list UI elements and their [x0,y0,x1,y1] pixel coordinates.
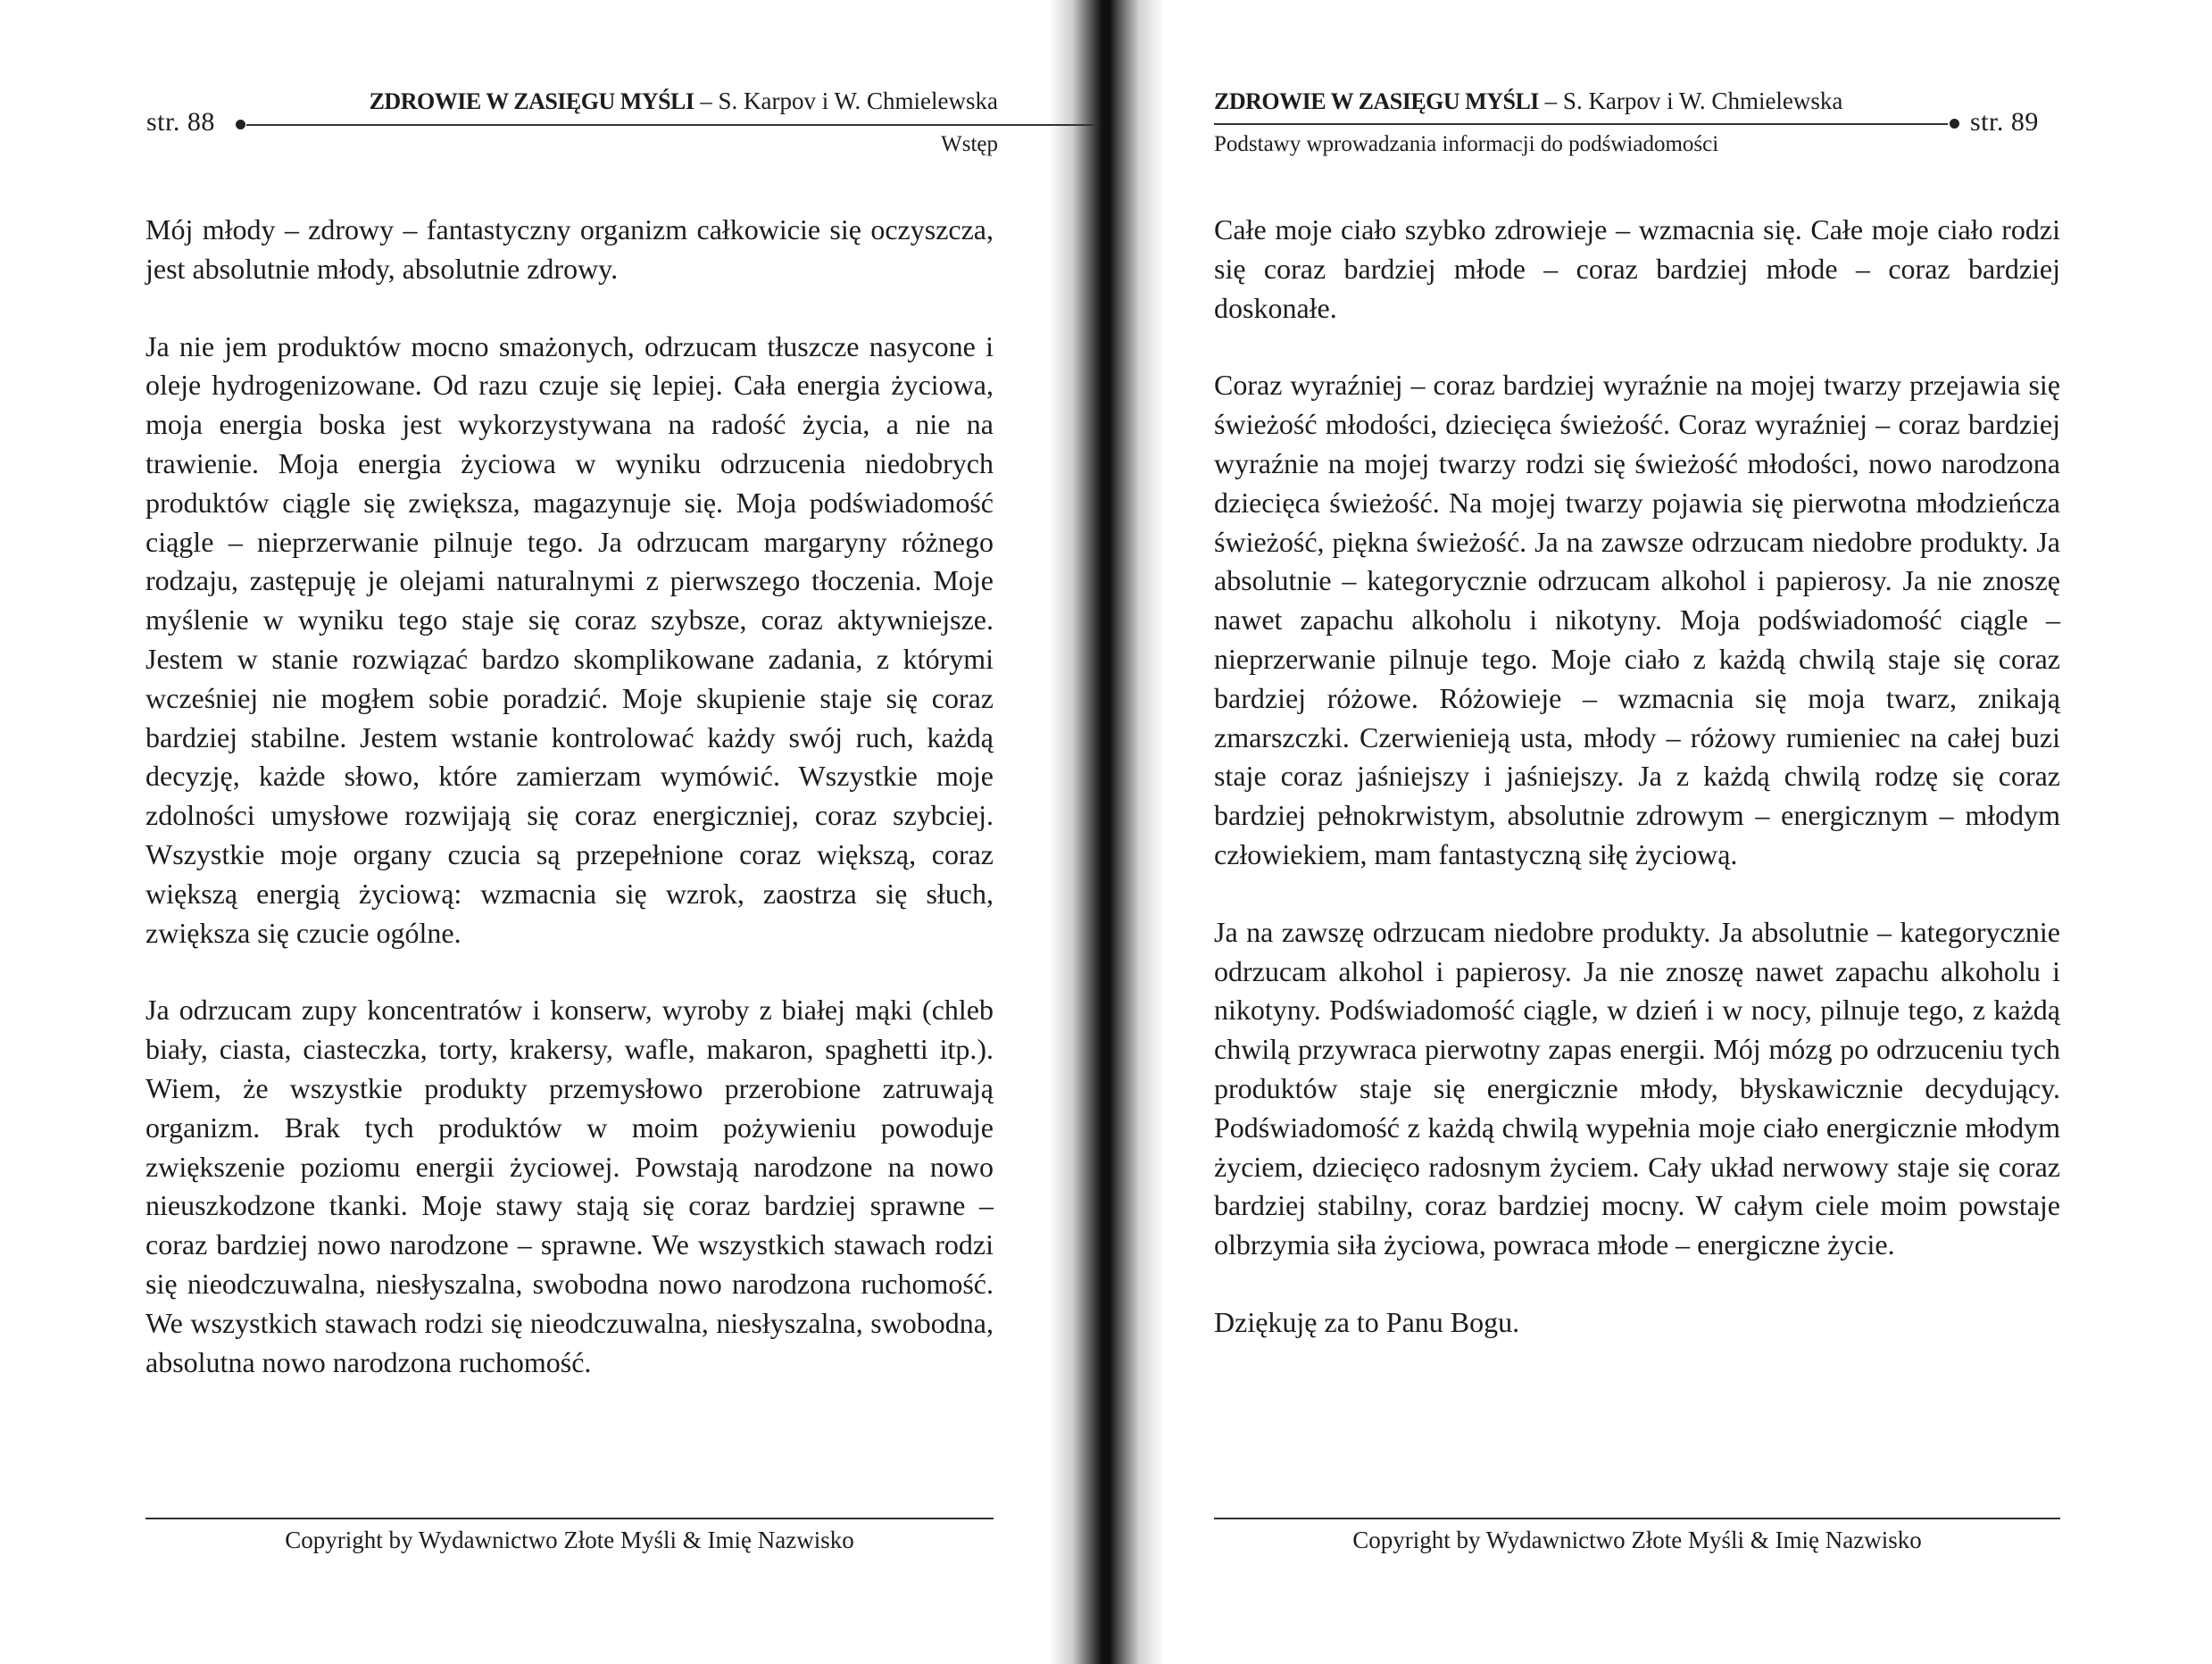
left-footer-copyright: Copyright by Wydawnictwo Złote Myśli & Imię Nazwisko [285,1527,854,1553]
left-running-header [105,87,998,168]
paragraph: Dziękuję za to Panu Bogu. [1214,1305,1520,1338]
right-book-title [1214,87,1842,115]
footer-rule [1214,1518,2060,1519]
header-rule [246,124,1099,126]
paragraph: Coraz wyraźniej – coraz bardziej wyraźnie na mojej twarzy przejawia się świeżość młodości, dziecięca świeżość. Coraz wyraźniej – coraz bardziej wyraźnie na mojej twarzy rodzi się świeżość młodości, nowo narodzona dziecięca świeżość. Na mojej twarzy pojawia się pierwotna młodzieńcza świeżość, piękna świeżość. Ja na zawsze odrzucam niedobre produkty. Ja absolutnie – kategorycznie odrzucam alkohol i papierosy. Ja nie znoszę nawet zapachu alkoholu i nikotyny. Moja podświadomość ciągle – nieprzerwanie pilnuje tego. Moje ciało z każdą chwilą staje się coraz bardziej różowe. Różowieje – wzmacnia się moja twarz, znikają zmarszczki. Czerwienieją usta, młody – różowy rumieniec na całej buzi staje coraz jaśniejszy i jaśniejszy. Ja z każdą chwilą rodzę się coraz bardziej pełnokrwistym, absolutnie zdrowym – energicznym – młodym człowiekiem, mam fantastyczną siłę życiową. [1214,369,2060,870]
right-book-authors: – S. Karpov i W. Chmielewska [1538,87,1843,114]
paragraph: Ja na zawszę odrzucam niedobre produkty. Ja absolutnie – kategorycznie odrzucam alkohol i papierosy. Ja nie znoszę nawet zapachu alkoholu i nikotyny. Podświadomość ciągle, w dzień i w nocy, pilnuje tego, z każdą chwilą przywraca pierwotny zapas energii. Mój mózg po odrzuceniu tych produktów staje się energicznie młody, błyskawicznie decydujący. Podświadomość z każdą chwilą wypełnia moje ciało energicznie młodym życiem, dziecięco radosnym życiem. Cały układ nerwowy staje się coraz bardziej stabilny, coraz bardziej mocny. W całym ciele moim powstaje olbrzymia siła życiowa, powraca młode – energiczne życie. [1214,915,2060,1261]
header-bullet-icon [236,120,245,129]
paragraph: Ja nie jem produktów mocno smażonych, odrzucam tłuszcze nasycone i oleje hydrogenizowane. Od razu czuje się lepiej. Cała energia życiowa, moja energia boska jest wykorzystywana na radość życia, a nie na trawienie. Moja energia życiowa w wyniku odrzucenia niedobrych produktów ciągle się zwiększa, magazynuje się. Moja podświadomość ciągle – nieprzerwanie pilnuje tego. Ja odrzucam margaryny różnego rodzaju, zastępuję je olejami naturalnymi z pierwszego tłoczenia. Moje myślenie w wyniku tego staje się coraz szybsze, coraz aktywniejsze. Jestem w stanie rozwiązać bardzo skomplikowane zadania, z którymi wcześniej nie mogłem sobie poradzić. Moje skupienie staje się coraz bardziej stabilne. Jestem wstanie kontrolować każdy swój ruch, każdą decyzję, każde słowo, które zamierzam wymówić. Wszystkie moje zdolności umysłowe rozwijają się coraz energiczniej, coraz szybciej. Wszystkie moje organy czucia są przepełnione coraz większą, coraz większą energią życiową: wzmacnia się wzrok, zaostrza się słuch, zwiększa się czucie ogólne. [146,329,994,949]
left-book-title [370,87,998,115]
right-running-header [1214,87,2107,168]
left-body-text [146,211,994,1382]
right-page-number: str. 89 [1970,107,2039,137]
left-book-title-bold: ZDROWIE W ZASIĘGU MYŚLI [369,88,694,114]
right-book-title-bold: ZDROWIE W ZASIĘGU MYŚLI [1214,88,1539,114]
paragraph: Ja odrzucam zupy koncentratów i konserw, wyroby z białej mąki (chleb biały, ciasta, ciasteczka, torty, krakersy, wafle, makaron, spaghetti itp.). Wiem, że wszystkie produkty przemysłowo przerobione zatruwają organizm. Brak tych produktów w moim pożywieniu powoduje zwiększenie poziomu energii życiowej. Powstają narodzone na nowo nieuszkodzone tkanki. Moje stawy stają się coraz bardziej sprawne – coraz bardziej nowo narodzone – sprawne. We wszystkich stawach rodzi się nieodczuwalna, niesłyszalna, swobodna nowo narodzona ruchomość. We wszystkich stawach rodzi się nieodczuwalna, niesłyszalna, swobodna, absolutna nowo narodzona ruchomość. [146,994,994,1378]
right-footer-copyright: Copyright by Wydawnictwo Złote Myśli & Imię Nazwisko [1352,1527,1922,1553]
right-body-text [1214,211,2060,1343]
right-section-title: Podstawy wprowadzania informacji do podświadomości [1214,132,1719,156]
left-page-number: str. 88 [146,107,215,137]
header-rule [1214,123,1948,125]
footer-rule [146,1518,994,1519]
left-section-title: Wstęp [941,132,998,156]
paragraph: Mój młody – zdrowy – fantastyczny organizm całkowicie się oczyszcza, jest absolutnie młody, absolutnie zdrowy. [146,213,994,285]
header-bullet-icon [1950,119,1959,129]
left-book-authors: – S. Karpov i W. Chmielewska [694,87,998,114]
book-gutter-shadow [1049,0,1165,1664]
paragraph: Całe moje ciało szybko zdrowieje – wzmacnia się. Całe moje ciało rodzi się coraz bardziej młode – coraz bardziej młode – coraz bardziej doskonałe. [1214,213,2060,324]
